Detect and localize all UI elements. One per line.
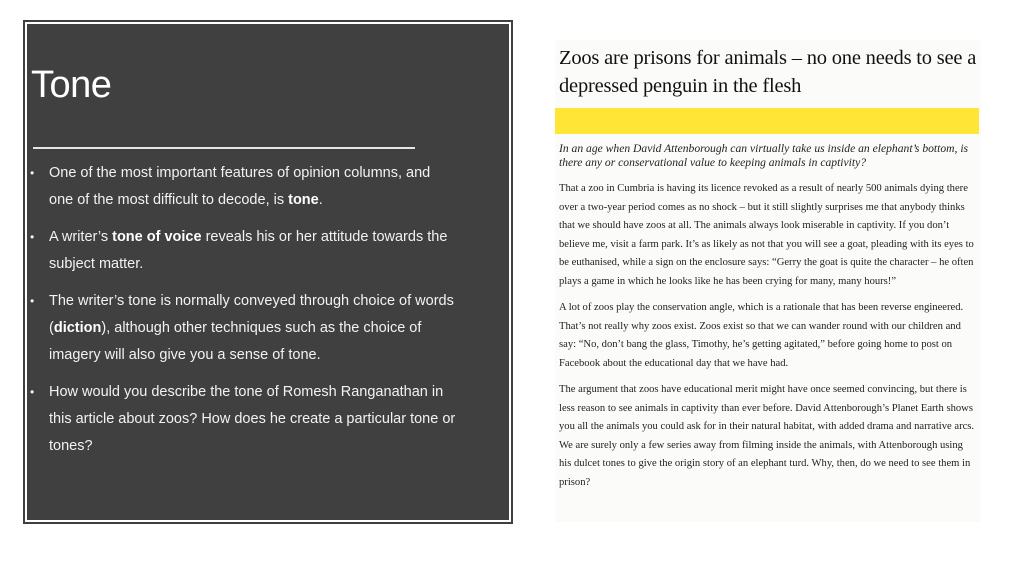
bullet-dot-icon: • xyxy=(30,166,35,180)
bullet-item xyxy=(28,224,458,278)
article-headline: Zoos are prisons for animals – no one needs to see a depressed penguin in the flesh xyxy=(559,47,977,97)
bullet-bold-term: tone xyxy=(288,192,319,208)
article-paragraph: The argument that zoos have educational merit might have once seemed convincing, but there is less reason to see animals in captivity than ever before. David Attenborough’s Planet Earth shows you all the animals you could ask for in their natural habitat, with added drama and narrative arcs. We are surely only a few series away from filming inside the animals, with Attenborough using his dulcet tones to give the origin story of an elephant turd. Why, then, do we need to see them in prison? xyxy=(559,384,975,488)
bullet-bold-term: tone of voice xyxy=(112,229,202,245)
bullet-text: ), although other techniques such as the choice of imagery will also give you a sense of tone. xyxy=(49,320,422,363)
article-paragraph: That a zoo in Cumbria is having its licence revoked as a result of nearly 500 animals dying there over a two-year period comes as no shock – but it still slightly surprises me that anybody thinks that we should have zoos at all. The animals always look miserable in captivity. If you don’t believe me, visit a farm park. It’s as likely as not that you will see a goat, pleading with its eyes to be euthanised, while a sign on the enclosure says: “Gerry the goat is quite the character – he often plays a game in which he looks like he has been crying for many, many hours!” xyxy=(559,183,974,287)
bullet-dot-icon: • xyxy=(30,294,35,308)
title-divider xyxy=(33,147,415,149)
bullet-text: . xyxy=(318,192,323,208)
slide-title: Tone xyxy=(31,64,112,106)
article-clipping xyxy=(555,40,981,522)
bullet-bold-term: diction xyxy=(53,320,102,336)
bullet-dot-icon: • xyxy=(30,385,35,399)
highlight-bar xyxy=(555,108,979,134)
article-standfirst: In an age when David Attenborough can virtually take us inside an elephant’s bottom, is there any or conservational value to keeping animals in captivity? xyxy=(559,142,969,169)
bullet-text: reveals his or her attitude towards the subject matter. xyxy=(49,229,448,272)
bullet-text: A writer’s xyxy=(49,229,113,245)
bullet-text: The writer’s tone is normally conveyed through choice of words ( xyxy=(49,293,454,336)
bullet-text: How would you describe the tone of Romesh Ranganathan in this article about zoos? How does he create a particular tone or tones? xyxy=(49,384,456,454)
bullet-list xyxy=(28,160,458,470)
bullet-item xyxy=(28,288,458,369)
bullet-dot-icon: • xyxy=(30,230,35,244)
article-paragraph: A lot of zoos play the conservation angle, which is a rationale that has been reverse engineered. That’s not really why zoos exist. Zoos exist so that we can wander round with our children and say: “No, don’t bang the glass, Timothy, he’s getting agitated,” before going home to post on Facebook about the educational day that we have had. xyxy=(559,302,964,369)
bullet-text: One of the most important features of opinion columns, and one of the most difficult to decode, is xyxy=(49,165,431,208)
bullet-item xyxy=(28,160,458,214)
bullet-item xyxy=(28,379,458,460)
